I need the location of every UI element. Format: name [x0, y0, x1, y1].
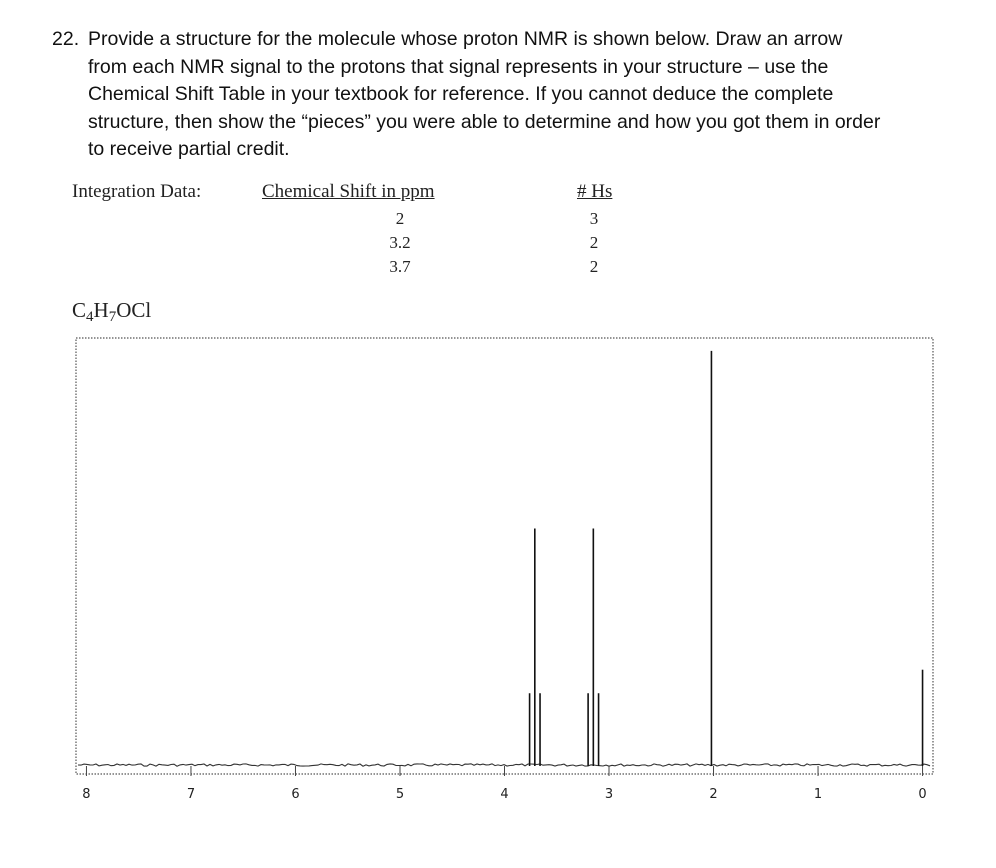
question-line-2: from each NMR signal to the protons that signal represents in your structure – use the	[88, 55, 829, 78]
x-tick-label: 0	[918, 787, 927, 802]
x-tick-label: 4	[500, 787, 509, 802]
x-tick-label: 1	[813, 787, 823, 802]
shift-header: Chemical Shift in ppm	[262, 181, 435, 202]
hs-value: 2	[589, 257, 599, 276]
x-tick-label: 6	[291, 787, 300, 802]
molecular-formula: $C_4H_7OCl$	[72, 298, 152, 325]
x-tick-label: 7	[186, 787, 196, 802]
question-line-3: Chemical Shift Table in your textbook for reference. If you cannot deduce the complete	[88, 83, 834, 105]
x-tick-label: 3	[604, 787, 614, 802]
integration-label: Integration Data:	[72, 181, 202, 202]
shift-value: 3.7	[389, 257, 411, 276]
question-line-4: structure, then show the “pieces” you were able to determine and how you got them in order	[88, 110, 881, 133]
shift-value: 2	[395, 209, 405, 228]
question-number: 22.	[52, 28, 80, 50]
x-tick-label: 8	[82, 787, 91, 802]
baseline-trace	[78, 764, 930, 766]
x-tick-label: 2	[709, 787, 718, 802]
question-line-5: to receive partial credit.	[88, 138, 290, 160]
plot-frame	[76, 338, 933, 774]
hs-value: 2	[589, 233, 599, 252]
shift-value: 3.2	[389, 233, 411, 252]
hs-value: 3	[589, 209, 599, 228]
question-line-1: Provide a structure for the molecule whose proton NMR is shown below. Draw an arrow	[88, 28, 843, 50]
x-tick-label: 5	[395, 787, 405, 802]
hs-header: # Hs	[577, 181, 613, 202]
